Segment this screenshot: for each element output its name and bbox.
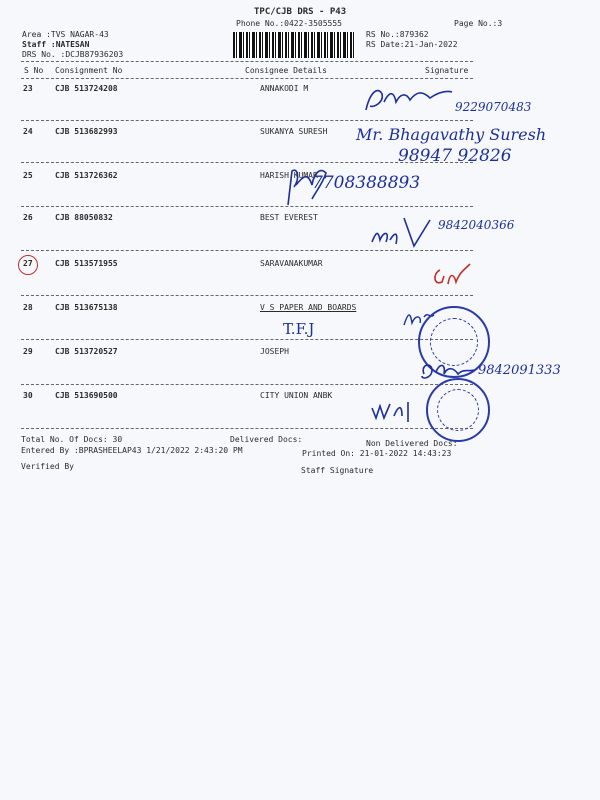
- handwritten-phone: 98947 92826: [398, 146, 512, 166]
- rs-number: RS No.:879362: [366, 30, 429, 39]
- header-bottom-divider: [21, 78, 473, 79]
- document-title: TPC/CJB DRS - P43: [254, 7, 347, 17]
- col-consignee: Consignee Details: [245, 66, 327, 75]
- row-consignee: JOSEPH: [260, 347, 289, 356]
- barcode: [233, 32, 355, 58]
- row-divider: [21, 250, 473, 251]
- row-consignment: CJB 513720527: [55, 347, 118, 356]
- entered-by: Entered By :BPRASHEELAP43 1/21/2022 2:43:20 PM: [21, 446, 243, 455]
- row-consignment: CJB 513682993: [55, 127, 118, 136]
- signature-row27: [430, 262, 480, 290]
- phone-number: Phone No.:0422-3505555: [236, 19, 342, 28]
- page-number: Page No.:3: [454, 19, 503, 28]
- row-consignment: CJB 513571955: [55, 259, 118, 268]
- staff-signature-label: Staff Signature: [301, 466, 374, 475]
- table-bottom-divider: [21, 428, 473, 429]
- row-consignment: CJB 513724208: [55, 84, 118, 93]
- row-consignment: CJB 513690500: [55, 391, 118, 400]
- row-sno: 25: [23, 171, 33, 180]
- row-consignment: CJB 513726362: [55, 171, 118, 180]
- delivered-docs: Delivered Docs:: [230, 435, 303, 444]
- row-consignee: CITY UNION ANBK: [260, 391, 333, 400]
- row-consignee: HARISH KUMAR: [260, 171, 318, 180]
- row-sno: 23: [23, 84, 33, 93]
- signature-row23: [360, 84, 455, 118]
- verified-by: Verified By: [21, 462, 74, 471]
- row-consignment: CJB 513675138: [55, 303, 118, 312]
- non-delivered-docs: Non Delivered Docs:: [366, 439, 458, 448]
- row-sno: 30: [23, 391, 33, 400]
- row-divider: [21, 384, 473, 385]
- row-sno: 27: [23, 259, 33, 268]
- handwritten-initials: T.F.J: [283, 320, 315, 338]
- drs-number: DRS No. :DCJB87936203: [22, 50, 124, 59]
- row-divider: [21, 295, 473, 296]
- row-divider: [21, 339, 473, 340]
- staff-label: Staff :NATESAN: [22, 40, 90, 49]
- row-consignee: SARAVANAKUMAR: [260, 259, 323, 268]
- row-consignment: CJB 88050832: [55, 213, 113, 222]
- row-divider: [21, 206, 473, 207]
- handwritten-phone: 9842040366: [438, 218, 515, 232]
- total-docs: Total No. Of Docs: 30: [21, 435, 123, 444]
- header-top-divider: [21, 61, 473, 62]
- round-stamp: [426, 378, 490, 442]
- row-consignee: BEST EVEREST: [260, 213, 318, 222]
- row-consignee: V S PAPER AND BOARDS: [260, 303, 357, 312]
- signature-row26: [368, 214, 438, 250]
- handwritten-phone: 9229070483: [455, 100, 532, 114]
- row-sno: 26: [23, 213, 33, 222]
- row-sno: 28: [23, 303, 33, 312]
- row-divider: [21, 120, 473, 121]
- col-sno: S No: [24, 66, 44, 75]
- col-consignment: Consignment No: [55, 66, 123, 75]
- handwritten-phone: 7708388893: [312, 173, 421, 193]
- col-signature: Signature: [425, 66, 469, 75]
- rs-date: RS Date:21-Jan-2022: [366, 40, 458, 49]
- row-consignee: SUKANYA SURESH: [260, 127, 328, 136]
- row-sno: 29: [23, 347, 33, 356]
- row-sno: 24: [23, 127, 33, 136]
- signature-row30: [368, 394, 426, 426]
- area-label: Area :TVS NAGAR-43: [22, 30, 109, 39]
- handwritten-name: Mr. Bhagavathy Suresh: [356, 125, 547, 144]
- row-consignee: ANNAKODI M: [260, 84, 309, 93]
- handwritten-phone: 9842091333: [478, 363, 561, 378]
- printed-on: Printed On: 21-01-2022 14:43:23: [302, 449, 452, 458]
